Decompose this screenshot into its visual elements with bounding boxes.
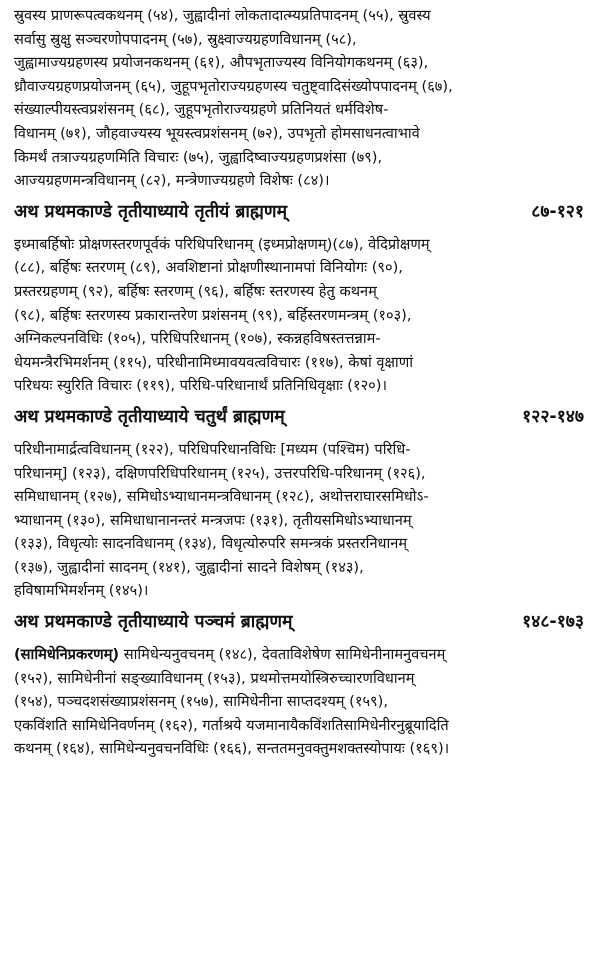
text-line: सर्वासु स्रुक्षु सञ्चरणोपपादनम् (५७), स्रुक्ष्वाज्यग्रहणविधानम् (५८), [14, 30, 357, 48]
index-paragraph-3 [14, 438, 588, 603]
index-paragraph-1 [14, 4, 588, 193]
text-line: स्रुवस्य प्राणरूपत्वकथनम् (५४), जुह्वादीनां लोकतादात्म्यप्रतिपादनम् (५५), स्रुवस्य [14, 7, 431, 24]
text-line: आज्यग्रहणमन्त्रविधानम् (८२), मन्त्रेणाज्यग्रहणे विशेषः (८४)। [14, 172, 330, 190]
section-heading [14, 197, 588, 227]
text-line: (८८), बर्हिषः स्तरणम् (८९), अवशिष्टानां प्रोक्षणीस्थानामपां विनियोगः (९०), [14, 259, 403, 277]
section-range: १२२-१४७ [522, 406, 584, 427]
text-line: धेयमन्त्रैरभिमर्शनम् (११५), परिधीनामिध्मावयवत्वविचारः (११७), केषां वृक्षाणां [14, 353, 414, 371]
section-range: ८७-१२१ [531, 201, 584, 222]
text-line: परिधीनामार्द्रत्वविधानम् (१२२), परिधिपरिधानविधिः [मध्यम (पश्चिम) परिधि- [14, 440, 411, 458]
text-line [14, 643, 588, 667]
text-line-rest: सामिधेन्यनुवचनम् (१४८), देवताविशेषेण सामिधेनीनामनुवचनम् [119, 646, 446, 664]
text-line: एकविंशति सामिधेनिवर्णनम् (१६२), गर्ताश्रये यजमानायैकविंशतिसामिधेनीरनुब्रूयादिति [14, 716, 449, 734]
section-title: अथ प्रथमकाण्डे तृतीयाध्याये पञ्चमं ब्राह्मणम् [14, 612, 293, 633]
text-line: जुह्वामाज्यग्रहणस्य प्रयोजनकथनम् (६१), औपभृताज्यस्य विनियोगकथनम् (६३), [14, 54, 429, 72]
section-heading [14, 402, 588, 432]
text-line: अग्निकल्पनविधिः (१०५), परिधिपरिधानम् (१०७), स्कन्नहविषस्तत्तन्नाम- [14, 330, 381, 348]
text-line: भ्याधानम् (१३०), समिधाधानानन्तरं मन्त्रजपः (१३१), तृतीयसमिधोऽभ्याधानम् [14, 511, 412, 529]
text-line: विधानम् (७१), जौहवाज्यस्य भूयस्त्वप्रशंसनम् (७२), उपभृतो होमसाधनत्वाभावे [14, 124, 420, 142]
index-paragraph-2 [14, 233, 588, 398]
text-line: परिधानम्] (१२३), दक्षिणपरिधिपरिधानम् (१२५), उत्तरपरिधि-परिधानम् (१२६), [14, 464, 426, 482]
text-line: संख्याल्पीयस्त्वप्रशंसनम् (६८), जुहूपभृतोराज्यग्रहणे प्रतिनियतं धर्मविशेष- [14, 101, 389, 119]
text-line: इध्माबर्हिषोः प्रोक्षणस्तरणपूर्वकं परिधिपरिधानम् (इध्मप्रोक्षणम्)(८७), वेदिप्रोक्षणम् [14, 235, 430, 253]
text-line: परिधयः स्युरिति विचारः (११९), परिधि-परिधानार्थं प्रतिनिधिवृक्षाः (१२०)। [14, 377, 387, 395]
text-line: प्रस्तरग्रहणम् (९२), बर्हिषः स्तरणम् (९६), बर्हिषः स्तरणस्य हेतु कथनम् [14, 282, 377, 300]
text-line: ध्रौवाज्यग्रहणप्रयोजनम् (६५), जुहूपभृतोराज्यग्रहणस्य चतुष्ट्वादिसंख्योपपादनम् (६७), [14, 77, 453, 95]
text-line: (१३७), जुह्वादीनां सादनम् (१४१), जुह्वादीनां सादने विशेषम् (१४३), [14, 558, 364, 576]
prakarana-label: (सामिधेनिप्रकरणम्) [14, 646, 120, 664]
text-line: हविषामभिमर्शनम् (१४५)। [14, 582, 149, 600]
section-heading [14, 607, 588, 637]
text-line: (१५४), पञ्चदशसंख्याप्रशंसनम् (१५७), सामिधेनीना साप्तदश्यम् (१५९), [14, 693, 388, 711]
text-line: (१५२), सामिधेनीनां सङ्ख्याविधानम् (१५३), प्रथमोत्तमयोस्त्रिरुच्चारणविधानम् [14, 669, 415, 687]
text-line: कथनम् (१६४), सामिधेन्यनुवचनविधिः (१६६), सन्ततमनुवक्तुमशक्तस्योपायः (१६९)। [14, 740, 450, 758]
text-line: (१३३), विधृत्योः सादनविधानम् (१३४), विधृत्योरुपरि समन्त्रकं प्रस्तरनिधानम् [14, 535, 408, 553]
text-line: (९८), बर्हिषः स्तरणस्य प्रकारान्तरेण प्रशंसनम् (९९), बर्हिस्तरणमन्त्रम् (१०३), [14, 306, 412, 324]
section-title: अथ प्रथमकाण्डे तृतीयाध्याये तृतीयं ब्राह्मणम् [14, 201, 288, 222]
text-line: समिधाधानम् (१२७), समिधोऽभ्याधानमन्त्रविधानम् (१२८), अथोत्तराघारसमिधोऽ- [14, 488, 429, 506]
section-range: १४८-१७३ [522, 612, 584, 633]
section-title: अथ प्रथमकाण्डे तृतीयाध्याये चतुर्थं ब्राह्मणम् [14, 406, 285, 427]
text-line: किमर्थं तत्राज्यग्रहणमिति विचारः (७५), जुह्वादिष्वाज्यग्रहणप्रशंसा (७९), [14, 148, 383, 166]
index-paragraph-4 [14, 643, 588, 761]
